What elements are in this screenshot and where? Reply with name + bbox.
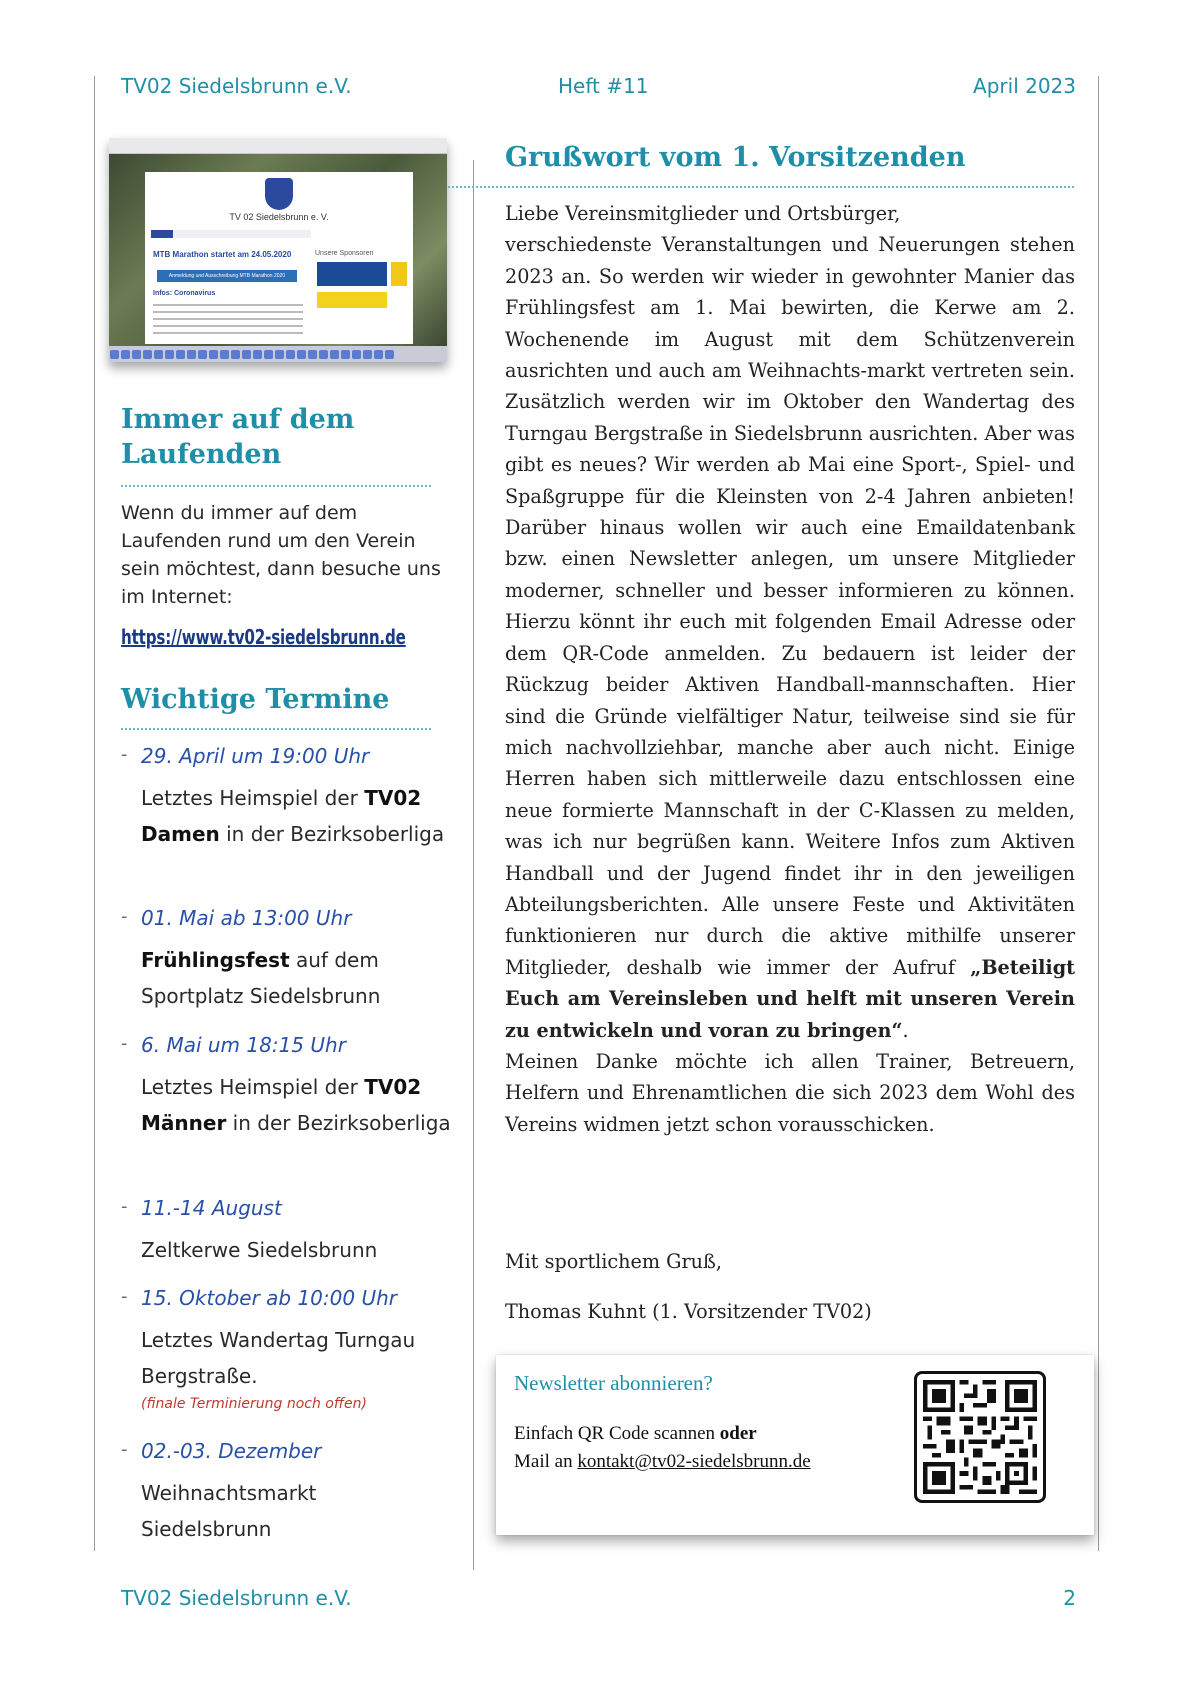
letter-intro: Liebe Vereinsmitglieder und Ortsbürger, — [505, 202, 901, 225]
letter-signature: Thomas Kuhnt (1. Vorsitzender TV02) — [505, 1300, 872, 1323]
footer-club-name: TV02 Siedelsbrunn e.V. — [121, 1586, 352, 1610]
event-description: Letztes Wandertag Turngau Bergstraße. — [141, 1328, 416, 1388]
club-crest-icon — [265, 178, 293, 210]
letter-thanks: Meinen Danke möchte ich allen Trainer, Betreuern, Helfern und Ehrenamtlichen die sich 2023 dem Wohl des Vereins widmen jetzt schon vorausschicken. — [505, 1049, 1075, 1136]
event-note: (finale Terminierung noch offen) — [141, 1396, 367, 1412]
newsletter-instruction: Einfach QR Code scannen oder — [514, 1423, 757, 1444]
event-description: Letztes Heimspiel der TV02 Männer in der Bezirksoberliga — [141, 1075, 451, 1135]
site-corona-title: Infos: Coronavirus — [153, 290, 216, 297]
event-description: Frühlingsfest auf dem Sportplatz Siedelsbrunn — [141, 948, 381, 1008]
os-dock — [109, 346, 447, 362]
website-page — [145, 172, 413, 344]
website-link[interactable]: https://www.tv02-siedelsbrunn.de — [121, 625, 406, 649]
event-date: 11.-14 August — [141, 1196, 282, 1220]
site-sponsors-label: Unsere Sponsoren — [315, 250, 374, 257]
newsletter-title: Newsletter abonnieren? — [514, 1371, 713, 1395]
event-description: Weihnachtsmarkt Siedelsbrunn — [141, 1481, 317, 1541]
site-nav — [151, 230, 311, 238]
sponsor-logo — [317, 292, 387, 308]
site-news-title: MTB Marathon startet am 24.05.2020 — [153, 250, 292, 259]
letter-call-to-action: „Beteiligt Euch am Vereinsleben und helft mit unseren Verein zu entwickeln und voran zu bringen“ — [505, 955, 1075, 1042]
letter-body — [505, 198, 1075, 1140]
sponsor-logo — [317, 262, 387, 286]
dotted-divider — [121, 728, 431, 730]
site-text-lines — [153, 304, 303, 334]
qr-code-graphic — [923, 1380, 1037, 1494]
browser-toolbar — [109, 138, 447, 154]
event-date: 29. April um 19:00 Uhr — [141, 744, 370, 768]
main-title: Grußwort vom 1. Vorsitzenden — [505, 142, 966, 173]
dotted-divider — [121, 485, 431, 487]
header-club-name: TV02 Siedelsbrunn e.V. — [121, 74, 352, 98]
page-number: 2 — [1063, 1586, 1076, 1610]
site-register-button: Anmeldung und Ausschreibung MTB Marathon 2020 — [157, 270, 297, 282]
event-description: Letztes Heimspiel der TV02 Damen in der Bezirksoberliga — [141, 786, 445, 846]
laufenden-text: Wenn du immer auf dem Laufenden rund um den Verein sein möchtest, dann besuche uns im Internet: — [121, 502, 441, 608]
qr-code-icon[interactable] — [914, 1371, 1046, 1503]
event-date: 6. Mai um 18:15 Uhr — [141, 1033, 346, 1057]
header-date: April 2023 — [973, 74, 1076, 98]
site-title: TV 02 Siedelsbrunn e. V. — [229, 212, 329, 222]
left-column-rule — [94, 76, 95, 1551]
website-screenshot — [109, 138, 447, 362]
event-date: 02.-03. Dezember — [141, 1439, 322, 1463]
letter-closing: Mit sportlichem Gruß, — [505, 1250, 722, 1273]
letter-paragraph: verschiedenste Veranstaltungen und Neuerungen stehen 2023 an. So werden wir wieder in gewohnter Manier das Frühlingsfest am 1. Mai bewirten, die Kerwe am 2. Wochenende im August mit dem Schützenverein ausrichten und auch am Weihnachts-markt vertreten sein. Zusätzlich werden wir im Oktober den Wandertag des Turngau Bergstraße in Siedelsbrunn ausrichten. Aber was gibt es neues? Wir werden ab Mai eine Sport-, Spiel- und Spaßgruppe für die Kleinsten von 2-4 Jahren anbieten! Darüber hinaus wollen wir auch eine Emaildatenbank bzw. einen Newsletter anlegen, um unsere Mitglieder moderner, schneller und besser informieren zu können. Hierzu könnt ihr euch mit folgenden Email Adresse oder dem QR-Code anmelden. Zu bedauern ist leider der Rückzug beider Aktiven Handball-mannschaften. Hier sind die Gründe vielfältiger Natur, teilweise sind sie für mich nachvollziehbar, manche aber auch nicht. Einige Herren haben sich mittlerweile dazu entschlossen eine neue formierte Mannschaft in der C-Klassen zu melden, was ich nur begrüßen kann. Weitere Infos zum Aktiven Handball und der Jugend findet ihr in den jeweiligen Abteilungsberichten. Alle unsere Feste und Aktivitäten funktionieren nur durch die aktive mithilfe unserer Mitglieder, deshalb wie immer der Aufruf „Beteiligt Euch am Vereinsleben und helft mit unseren Verein zu entwickeln und voran zu bringen“. — [505, 233, 1075, 1042]
newsletter-email-link[interactable]: kontakt@tv02-siedelsbrunn.de — [577, 1451, 811, 1472]
newsletter-box — [496, 1355, 1094, 1535]
section-title-termine: Wichtige Termine — [121, 684, 390, 715]
section-title-laufenden: Immer auf dem Laufenden — [121, 404, 355, 470]
right-column-rule — [1098, 76, 1099, 1551]
event-date: 15. Oktober ab 10:00 Uhr — [141, 1286, 397, 1310]
event-description: Zeltkerwe Siedelsbrunn — [141, 1238, 378, 1262]
event-date: 01. Mai ab 13:00 Uhr — [141, 906, 352, 930]
header-issue: Heft #11 — [558, 74, 649, 98]
newsletter-mail-line: Mail an kontakt@tv02-siedelsbrunn.de — [514, 1451, 811, 1472]
middle-column-rule — [473, 160, 474, 1570]
sponsor-logo — [391, 262, 407, 286]
dotted-divider — [448, 186, 1074, 188]
